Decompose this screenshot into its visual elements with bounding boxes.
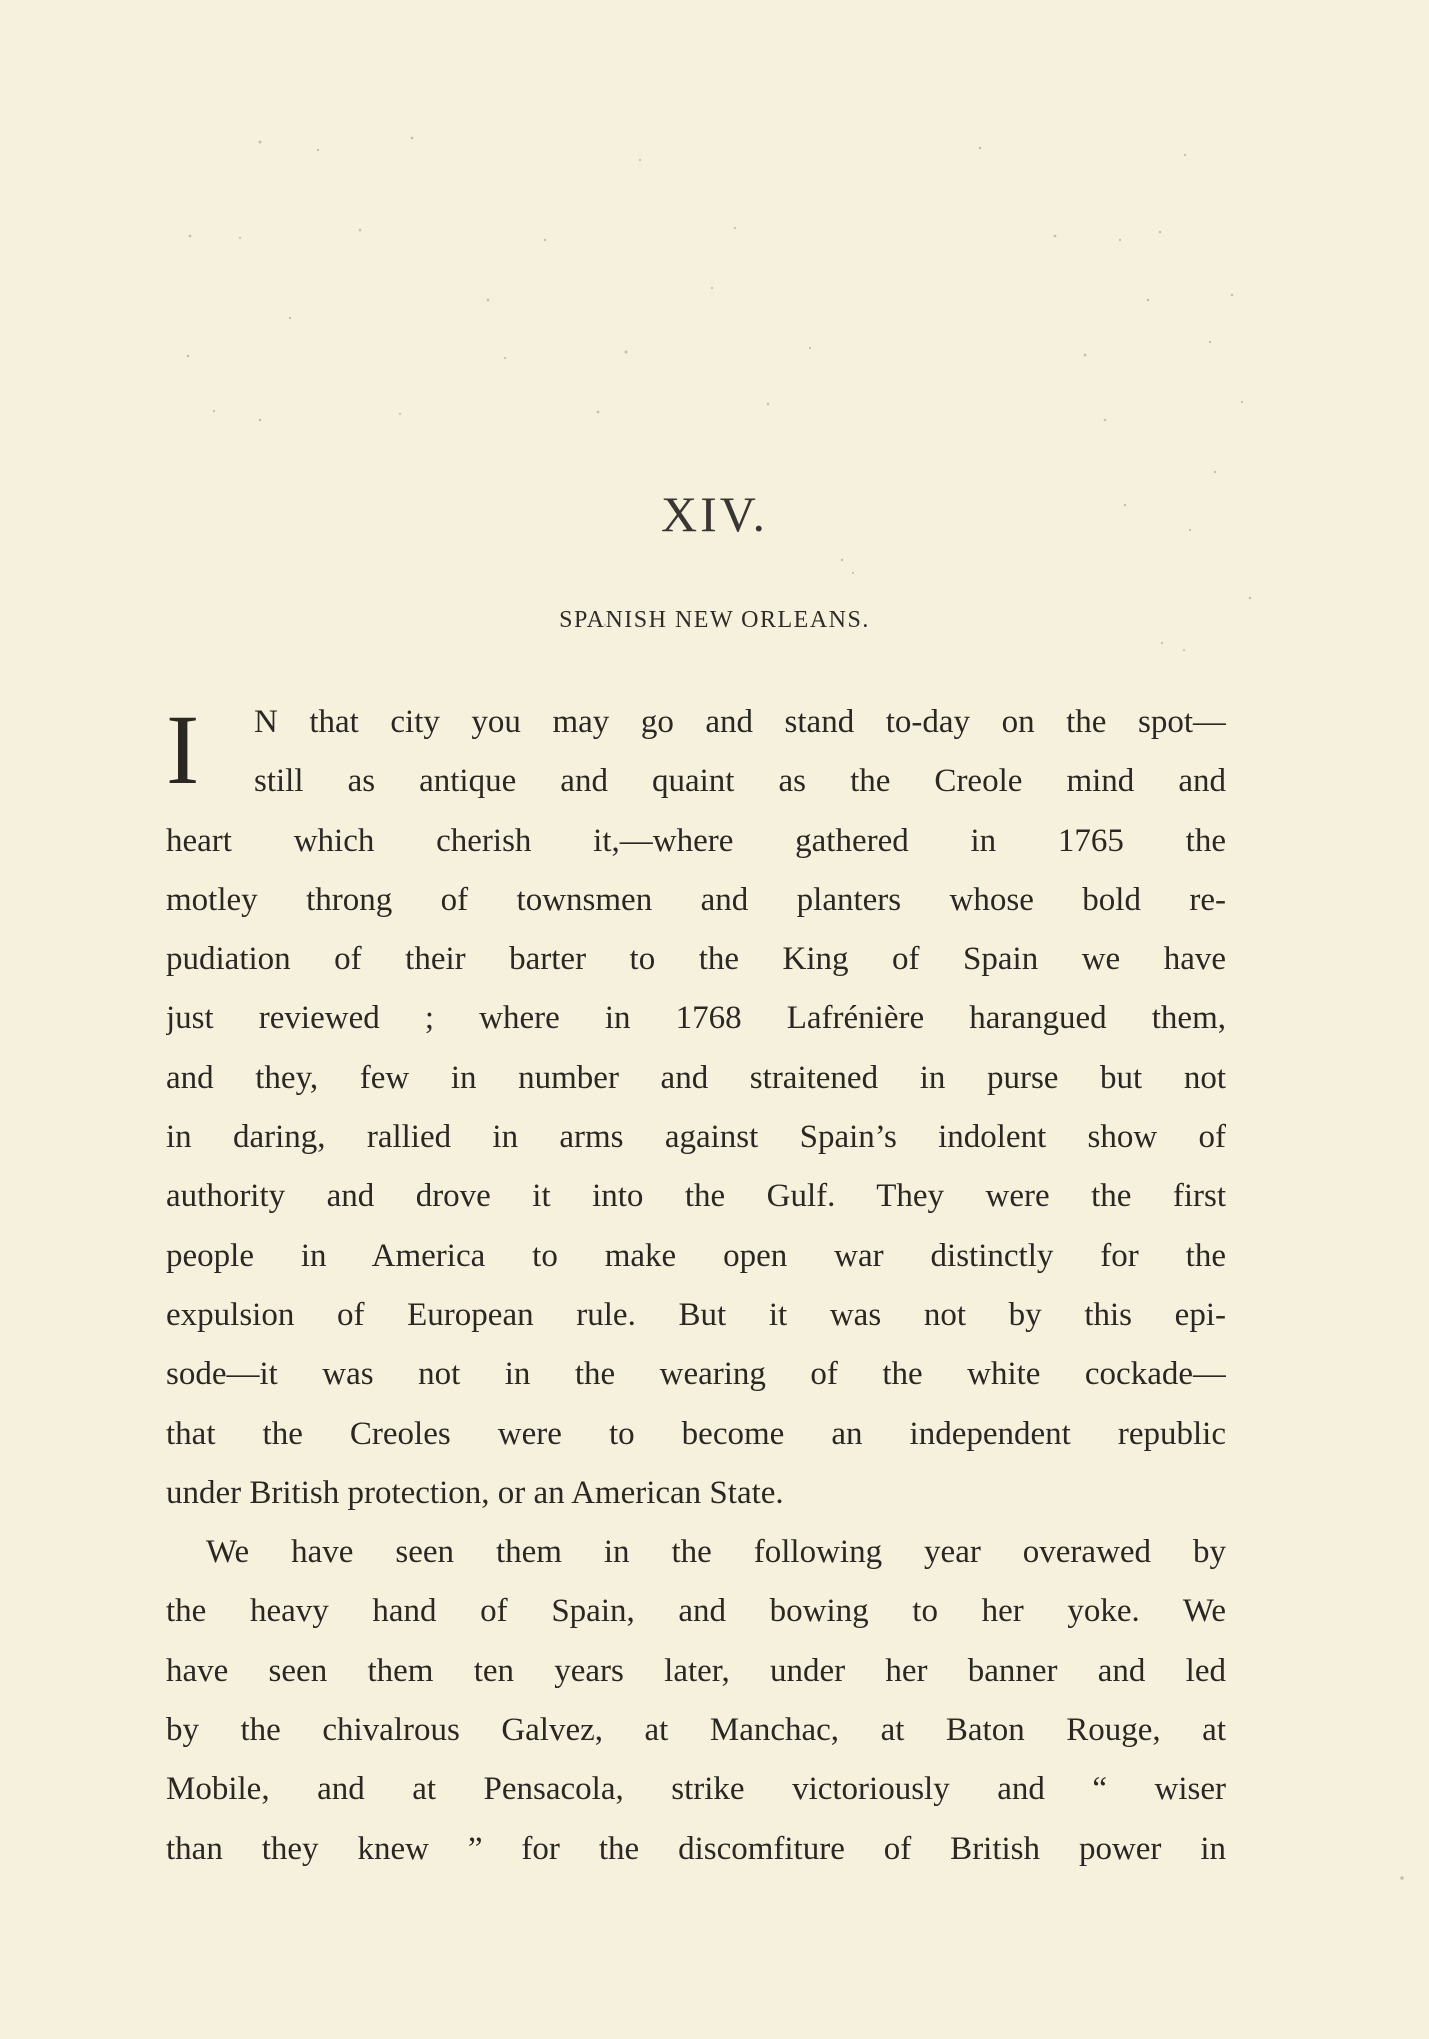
chapter-number: XIV. — [661, 486, 768, 542]
text-line: We have seen them in the following year overawed by — [206, 1534, 1226, 1571]
text-line: than they knew ” for the discomfiture of British power in — [166, 1830, 1226, 1867]
text-line: N that city you may go and stand to-day on the spot— — [254, 704, 1226, 740]
text-line: heart which cherish it,—where gathered in 1765 the — [166, 822, 1226, 859]
text-line: the heavy hand of Spain, and bowing to her yoke. We — [166, 1593, 1226, 1630]
text-line: motley throng of townsmen and planters whose bold re- — [166, 881, 1226, 918]
text-line: expulsion of European rule. But it was not by this epi- — [166, 1296, 1226, 1333]
chapter-title: SPANISH NEW ORLEANS. — [559, 607, 870, 633]
text-line: Mobile, and at Pensacola, strike victoriously and “ wiser — [166, 1771, 1226, 1808]
text-line: that the Creoles were to become an independent republic — [166, 1415, 1226, 1452]
text-line: under British protection, or an American State. — [166, 1474, 784, 1511]
text-line: just reviewed ; where in 1768 Lafrénière harangued them, — [166, 1000, 1226, 1037]
drop-cap: I — [166, 694, 200, 805]
text-line: sode—it was not in the wearing of the white cockade— — [166, 1356, 1226, 1393]
text-line: have seen them ten years later, under her banner and led — [166, 1652, 1226, 1689]
text-line: and they, few in number and straitened in purse but not — [166, 1059, 1226, 1096]
text-line: people in America to make open war distinctly for the — [166, 1237, 1226, 1274]
text-line: still as antique and quaint as the Creole mind and — [254, 763, 1226, 800]
chapter-body — [166, 693, 1226, 1879]
text-line: in daring, rallied in arms against Spain’s indolent show of — [166, 1119, 1226, 1156]
opening-paragraph — [166, 693, 1226, 812]
text-line: authority and drove it into the Gulf. They were the first — [166, 1178, 1226, 1215]
text-line: pudiation of their barter to the King of Spain we have — [166, 941, 1226, 978]
text-line: by the chivalrous Galvez, at Manchac, at Baton Rouge, at — [166, 1712, 1226, 1749]
